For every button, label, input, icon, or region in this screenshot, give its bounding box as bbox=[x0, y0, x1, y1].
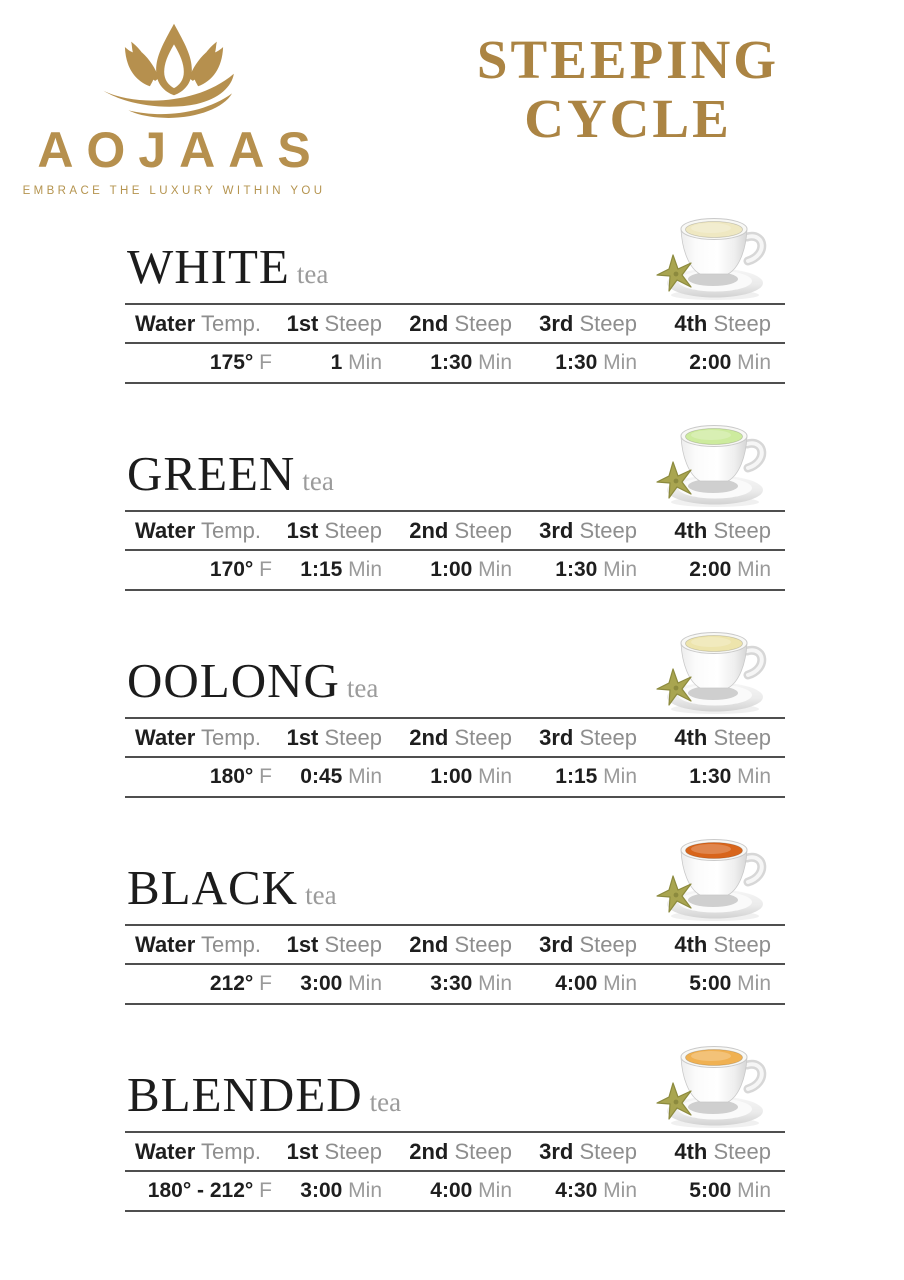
steep-value bbox=[520, 757, 645, 797]
table-header-row bbox=[125, 304, 785, 343]
tea-name: BLACK bbox=[127, 860, 299, 915]
header-strong: Water bbox=[135, 1138, 196, 1164]
value-unit: Min bbox=[478, 765, 512, 788]
value-strong: 1:15 bbox=[555, 765, 598, 788]
value-strong: 1:30 bbox=[555, 558, 598, 581]
header-light: Steep bbox=[324, 931, 382, 957]
value-unit: Min bbox=[737, 351, 771, 374]
header-light: Temp. bbox=[201, 517, 261, 543]
header-strong: 3rd bbox=[539, 310, 574, 336]
steep-value bbox=[645, 757, 785, 797]
table-value-row bbox=[125, 964, 785, 1004]
value-unit: Min bbox=[478, 1179, 512, 1202]
header-light: Steep bbox=[713, 724, 771, 750]
header-strong: 2nd bbox=[409, 1138, 449, 1164]
header-light: Steep bbox=[713, 931, 771, 957]
value-unit: Min bbox=[348, 1179, 382, 1202]
value-unit: Min bbox=[603, 972, 637, 995]
water-temp-value bbox=[125, 1171, 280, 1211]
value-strong: 2:00 bbox=[689, 351, 732, 374]
value-strong: 5:00 bbox=[689, 1179, 732, 1202]
column-header bbox=[645, 925, 785, 964]
column-header bbox=[280, 304, 390, 343]
header-light: Steep bbox=[579, 724, 637, 750]
table-header-row bbox=[125, 511, 785, 550]
value-strong: 175° bbox=[209, 351, 254, 374]
value-unit: Min bbox=[603, 558, 637, 581]
header-light: Steep bbox=[579, 1138, 637, 1164]
steep-value bbox=[390, 757, 520, 797]
value-strong: 1:00 bbox=[430, 558, 473, 581]
header-light: Steep bbox=[579, 310, 637, 336]
header-strong: 4th bbox=[674, 724, 708, 750]
tea-section bbox=[125, 1031, 785, 1212]
column-header bbox=[125, 511, 280, 550]
value-strong: 1 bbox=[330, 351, 343, 374]
teacup-icon bbox=[653, 199, 777, 301]
column-header bbox=[280, 925, 390, 964]
value-unit: Min bbox=[348, 972, 382, 995]
tea-name: GREEN bbox=[127, 446, 296, 501]
value-unit: Min bbox=[478, 972, 512, 995]
steep-value bbox=[390, 343, 520, 383]
column-header bbox=[520, 1132, 645, 1171]
value-strong: 180° - 212° bbox=[147, 1179, 254, 1202]
section-head bbox=[125, 203, 785, 303]
header-strong: 4th bbox=[674, 931, 708, 957]
column-header bbox=[645, 718, 785, 757]
section-title bbox=[127, 652, 378, 709]
column-header bbox=[520, 925, 645, 964]
value-strong: 3:00 bbox=[300, 1179, 343, 1202]
value-unit: Min bbox=[737, 765, 771, 788]
tea-section bbox=[125, 617, 785, 798]
value-strong: 1:00 bbox=[430, 765, 473, 788]
header-light: Temp. bbox=[201, 724, 261, 750]
value-unit: Min bbox=[478, 558, 512, 581]
table-header-row bbox=[125, 718, 785, 757]
tea-name: OOLONG bbox=[127, 653, 340, 708]
column-header bbox=[280, 511, 390, 550]
page-title-line1: STEEPING bbox=[476, 29, 780, 90]
tea-word-label: tea bbox=[296, 259, 329, 289]
header-light: Steep bbox=[454, 1138, 512, 1164]
value-strong: 5:00 bbox=[689, 972, 732, 995]
table-value-row bbox=[125, 1171, 785, 1211]
header-light: Steep bbox=[454, 517, 512, 543]
value-unit: F bbox=[259, 765, 272, 788]
table-header-row bbox=[125, 925, 785, 964]
value-unit: Min bbox=[737, 972, 771, 995]
column-header bbox=[390, 511, 520, 550]
brand-logo bbox=[14, 22, 334, 197]
header-light: Temp. bbox=[201, 931, 261, 957]
steep-table bbox=[125, 510, 785, 591]
steep-value bbox=[390, 1171, 520, 1211]
header-light: Steep bbox=[324, 1138, 382, 1164]
value-strong: 4:30 bbox=[555, 1179, 598, 1202]
steep-value bbox=[520, 964, 645, 1004]
table-value-row bbox=[125, 550, 785, 590]
steep-value bbox=[280, 343, 390, 383]
steep-value bbox=[390, 550, 520, 590]
header-strong: 1st bbox=[286, 517, 319, 543]
value-unit: Min bbox=[603, 351, 637, 374]
column-header bbox=[645, 511, 785, 550]
value-unit: Min bbox=[478, 351, 512, 374]
header-light: Temp. bbox=[201, 1138, 261, 1164]
steep-value bbox=[520, 1171, 645, 1211]
brand-name: AOJAAS bbox=[37, 122, 324, 178]
water-temp-value bbox=[125, 964, 280, 1004]
value-strong: 1:15 bbox=[300, 558, 343, 581]
header-strong: 2nd bbox=[409, 517, 449, 543]
tea-word-label: tea bbox=[305, 880, 337, 910]
header-light: Steep bbox=[324, 310, 382, 336]
header-strong: 3rd bbox=[539, 931, 574, 957]
steep-value bbox=[520, 343, 645, 383]
header-strong: 4th bbox=[674, 1138, 708, 1164]
page-title-line2: CYCLE bbox=[524, 88, 732, 149]
column-header bbox=[520, 511, 645, 550]
header-strong: 3rd bbox=[539, 1138, 574, 1164]
section-head bbox=[125, 617, 785, 717]
header-strong: 2nd bbox=[409, 310, 449, 336]
column-header bbox=[645, 304, 785, 343]
section-head bbox=[125, 410, 785, 510]
tea-name: BLENDED bbox=[127, 1067, 363, 1122]
header-light: Steep bbox=[324, 724, 382, 750]
header-light: Steep bbox=[713, 1138, 771, 1164]
value-strong: 4:00 bbox=[555, 972, 598, 995]
tea-word-label: tea bbox=[302, 466, 334, 496]
column-header bbox=[125, 304, 280, 343]
value-unit: F bbox=[259, 558, 272, 581]
value-strong: 1:30 bbox=[689, 765, 732, 788]
header-strong: 1st bbox=[286, 1138, 319, 1164]
header-strong: 1st bbox=[286, 310, 319, 336]
column-header bbox=[280, 718, 390, 757]
header-strong: 2nd bbox=[409, 931, 449, 957]
value-unit: F bbox=[259, 351, 272, 374]
section-title bbox=[127, 238, 328, 295]
steep-value bbox=[520, 550, 645, 590]
steep-value bbox=[280, 1171, 390, 1211]
tea-name: WHITE bbox=[127, 239, 290, 294]
page-title bbox=[448, 30, 808, 148]
table-header-row bbox=[125, 1132, 785, 1171]
value-strong: 212° bbox=[209, 972, 254, 995]
value-unit: F bbox=[259, 1179, 272, 1202]
header-strong: 2nd bbox=[409, 724, 449, 750]
header-light: Steep bbox=[713, 517, 771, 543]
steep-table bbox=[125, 717, 785, 798]
header-strong: Water bbox=[135, 310, 196, 336]
column-header bbox=[125, 718, 280, 757]
value-strong: 3:00 bbox=[300, 972, 343, 995]
header-light: Steep bbox=[454, 724, 512, 750]
header-strong: 1st bbox=[286, 931, 319, 957]
teacup-icon bbox=[653, 406, 777, 508]
value-strong: 170° bbox=[209, 558, 254, 581]
teacup-icon bbox=[653, 613, 777, 715]
steep-value bbox=[645, 964, 785, 1004]
column-header bbox=[390, 718, 520, 757]
steep-table bbox=[125, 303, 785, 384]
header-light: Steep bbox=[324, 517, 382, 543]
value-strong: 0:45 bbox=[300, 765, 343, 788]
steep-value bbox=[645, 343, 785, 383]
tea-word-label: tea bbox=[346, 673, 379, 703]
brand-tagline: EMBRACE THE LUXURY WITHIN YOU bbox=[22, 185, 326, 197]
value-unit: Min bbox=[603, 765, 637, 788]
header-light: Steep bbox=[713, 310, 771, 336]
steep-value bbox=[645, 1171, 785, 1211]
table-value-row bbox=[125, 343, 785, 383]
steep-value bbox=[280, 964, 390, 1004]
value-unit: Min bbox=[348, 765, 382, 788]
value-strong: 4:00 bbox=[430, 1179, 473, 1202]
value-unit: Min bbox=[737, 558, 771, 581]
tea-section bbox=[125, 203, 785, 384]
column-header bbox=[520, 304, 645, 343]
header-light: Steep bbox=[579, 931, 637, 957]
header-light: Temp. bbox=[201, 310, 261, 336]
column-header bbox=[390, 925, 520, 964]
column-header bbox=[520, 718, 645, 757]
steep-value bbox=[280, 757, 390, 797]
column-header bbox=[390, 304, 520, 343]
header-strong: Water bbox=[135, 517, 196, 543]
column-header bbox=[390, 1132, 520, 1171]
tea-section bbox=[125, 824, 785, 1005]
steep-value bbox=[645, 550, 785, 590]
header-strong: Water bbox=[135, 724, 196, 750]
header-strong: 3rd bbox=[539, 517, 574, 543]
column-header bbox=[280, 1132, 390, 1171]
value-strong: 3:30 bbox=[430, 972, 473, 995]
value-unit: Min bbox=[348, 558, 382, 581]
section-head bbox=[125, 1031, 785, 1131]
section-title bbox=[127, 859, 337, 916]
tea-section bbox=[125, 410, 785, 591]
steep-table bbox=[125, 1131, 785, 1212]
water-temp-value bbox=[125, 343, 280, 383]
water-temp-value bbox=[125, 757, 280, 797]
value-strong: 180° bbox=[209, 765, 254, 788]
steep-table bbox=[125, 924, 785, 1005]
value-unit: F bbox=[259, 972, 272, 995]
column-header bbox=[645, 1132, 785, 1171]
header-strong: 3rd bbox=[539, 724, 574, 750]
section-title bbox=[127, 445, 334, 502]
water-temp-value bbox=[125, 550, 280, 590]
steep-value bbox=[280, 550, 390, 590]
value-unit: Min bbox=[737, 1179, 771, 1202]
value-unit: Min bbox=[348, 351, 382, 374]
value-strong: 1:30 bbox=[555, 351, 598, 374]
table-value-row bbox=[125, 757, 785, 797]
steep-value bbox=[390, 964, 520, 1004]
header-strong: Water bbox=[135, 931, 196, 957]
section-head bbox=[125, 824, 785, 924]
value-strong: 2:00 bbox=[689, 558, 732, 581]
header-light: Steep bbox=[454, 310, 512, 336]
header-strong: 1st bbox=[286, 724, 319, 750]
column-header bbox=[125, 1132, 280, 1171]
teacup-icon bbox=[653, 820, 777, 922]
header-light: Steep bbox=[579, 517, 637, 543]
section-title bbox=[127, 1066, 401, 1123]
value-strong: 1:30 bbox=[430, 351, 473, 374]
header-light: Steep bbox=[454, 931, 512, 957]
header-strong: 4th bbox=[674, 517, 708, 543]
teacup-icon bbox=[653, 1027, 777, 1129]
column-header bbox=[125, 925, 280, 964]
value-unit: Min bbox=[603, 1179, 637, 1202]
header-strong: 4th bbox=[674, 310, 708, 336]
tea-word-label: tea bbox=[369, 1087, 402, 1117]
lotus-icon bbox=[84, 22, 264, 122]
